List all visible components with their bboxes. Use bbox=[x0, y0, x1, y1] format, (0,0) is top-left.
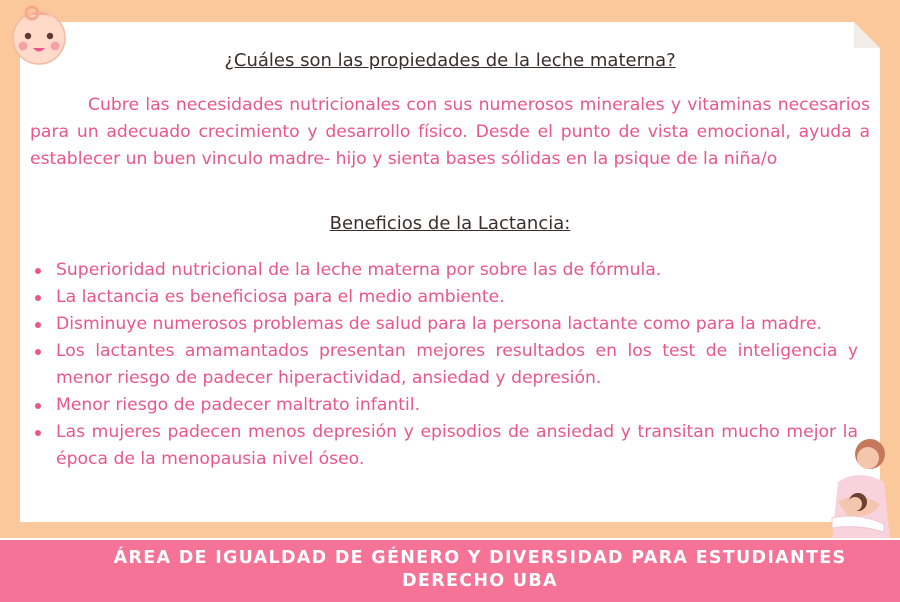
question-title: ¿Cuáles son las propiedades de la leche materna? bbox=[224, 50, 676, 71]
benefit-item bbox=[34, 257, 858, 284]
benefits-list bbox=[34, 257, 858, 473]
footer-line-1: ÁREA DE IGUALDAD DE GÉNERO Y DIVERSIDAD PARA ESTUDIANTES bbox=[113, 548, 847, 568]
bullet-dot bbox=[35, 268, 41, 274]
intro-paragraph: Cubre las necesidades nutricionales con sus numerosos minerales y vitaminas necesarios para un adecuado crecimiento y desarrollo físico. Desde el punto de vista emocional, ayuda a establecer un buen vinculo madre- hijo y sienta bases sólidas en la psique de la niña/o bbox=[30, 95, 870, 169]
baby-face-icon bbox=[6, 2, 72, 68]
footer-line-2: DERECHO UBA bbox=[402, 571, 558, 591]
bullet-dot bbox=[35, 403, 41, 409]
footer-banner bbox=[0, 538, 900, 602]
benefit-text: Las mujeres padecen menos depresión y episodios de ansiedad y transitan mucho mejor la época de la menopausia nivel óseo. bbox=[56, 422, 858, 469]
bullet-dot bbox=[35, 322, 41, 328]
bullet-dot bbox=[35, 295, 41, 301]
benefit-text: Los lactantes amamantados presentan mejores resultados en los test de inteligencia y menor riesgo de padecer hiperactividad, ansiedad y depresión. bbox=[56, 341, 858, 388]
benefit-item bbox=[34, 338, 858, 392]
breastfeeding-mother-icon bbox=[818, 432, 898, 542]
benefits-title: Beneficios de la Lactancia: bbox=[329, 213, 571, 234]
benefit-text: Menor riesgo de padecer maltrato infantil. bbox=[56, 395, 421, 415]
benefit-item bbox=[34, 419, 858, 473]
benefit-item bbox=[34, 311, 858, 338]
benefit-item bbox=[34, 392, 858, 419]
content-card bbox=[20, 22, 880, 522]
page-fold-corner bbox=[854, 22, 880, 48]
benefit-item bbox=[34, 284, 858, 311]
bullet-dot bbox=[35, 349, 41, 355]
bullet-dot bbox=[35, 430, 41, 436]
benefit-text: La lactancia es beneficiosa para el medio ambiente. bbox=[56, 287, 505, 307]
benefit-text: Superioridad nutricional de la leche materna por sobre las de fórmula. bbox=[56, 260, 662, 280]
benefit-text: Disminuye numerosos problemas de salud para la persona lactante como para la madre. bbox=[56, 314, 822, 334]
